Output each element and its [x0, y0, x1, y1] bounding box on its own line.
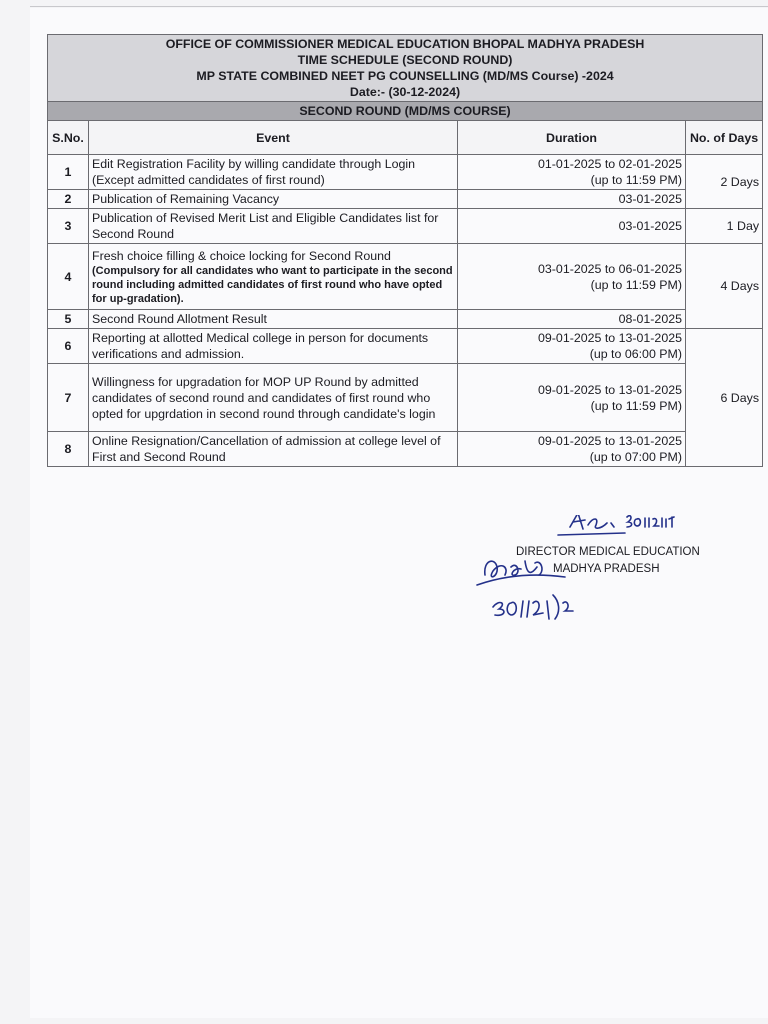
row-days: 4 Days [686, 244, 763, 329]
row-sno: 6 [48, 329, 89, 364]
duration-dates: 03-01-2025 [618, 219, 682, 233]
duration-dates: 03-01-2025 to 06-01-2025 [538, 261, 682, 276]
row-duration [458, 432, 686, 467]
table-row [48, 364, 763, 432]
table-row [48, 209, 763, 244]
row-event: Publication of Revised Merit List and Eligible Candidates list for Second Round [89, 209, 458, 244]
row-sno: 1 [48, 155, 89, 190]
table-row [48, 244, 763, 310]
row-event: Publication of Remaining Vacancy [89, 190, 458, 209]
row-event: Second Round Allotment Result [89, 310, 458, 329]
signature-stroke [627, 516, 674, 527]
time-schedule-table [47, 34, 763, 467]
row-event: Reporting at allotted Medical college in person for documents verifications and admission. [89, 329, 458, 364]
page-edge-line [30, 6, 768, 7]
duration-dates: 08-01-2025 [618, 312, 682, 326]
row-duration [458, 244, 686, 310]
table-row [48, 190, 763, 209]
table-row [48, 329, 763, 364]
row-sno: 3 [48, 209, 89, 244]
column-header-sno: S.No. [48, 121, 89, 155]
signature-stroke [570, 515, 614, 529]
table-row [48, 155, 763, 190]
document-date: Date:- (30-12-2024) [349, 85, 461, 99]
row-event [89, 244, 458, 310]
signature-stroke [558, 533, 625, 535]
table-row [48, 310, 763, 329]
table-row [48, 432, 763, 467]
row-duration [458, 310, 686, 329]
row-event: Edit Registration Facility by willing candidate through Login (Except admitted candidates of first round) [89, 155, 458, 190]
row-days: 6 Days [686, 329, 763, 467]
row-days: 2 Days [686, 155, 763, 209]
duration-dates: 03-01-2025 [618, 192, 682, 206]
duration-time: (up to 11:59 PM) [590, 277, 682, 292]
office-title: OFFICE OF COMMISSIONER MEDICAL EDUCATION BHOPAL MADHYA PRADESH [165, 37, 645, 51]
row-sno: 8 [48, 432, 89, 467]
row-duration [458, 209, 686, 244]
row-sno: 2 [48, 190, 89, 209]
row-duration [458, 155, 686, 190]
document-header [48, 35, 763, 102]
duration-dates: 09-01-2025 to 13-01-2025 [538, 331, 682, 345]
row-event: Willingness for upgradation for MOP UP Round by admitted candidates of second round and candidates of first round who opted for upgrdation in second round through candidate's login [89, 364, 458, 432]
signature-stroke [493, 595, 573, 619]
schedule-title: TIME SCHEDULE (SECOND ROUND) [297, 53, 513, 67]
row-duration [458, 190, 686, 209]
column-header-duration: Duration [458, 121, 686, 155]
event-text: Fresh choice filling & choice locking for Second Round [92, 248, 391, 263]
row-days: 1 Day [686, 209, 763, 244]
round-title: SECOND ROUND (MD/MS COURSE) [48, 102, 763, 121]
duration-dates: 09-01-2025 to 13-01-2025 [538, 434, 682, 448]
row-sno: 5 [48, 310, 89, 329]
row-duration [458, 364, 686, 432]
duration-dates: 09-01-2025 to 13-01-2025 [538, 382, 682, 397]
row-event: Online Resignation/Cancellation of admission at college level of First and Second Round [89, 432, 458, 467]
row-sno: 4 [48, 244, 89, 310]
duration-time: (up to 11:59 PM) [590, 398, 682, 413]
duration-dates: 01-01-2025 to 02-01-2025 [538, 157, 682, 171]
signatory-block [516, 544, 700, 578]
duration-time: (up to 07:00 PM) [589, 450, 682, 464]
signatory-state: MADHYA PRADESH [553, 563, 660, 575]
event-note: (Compulsory for all candidates who want to participate in the second round including admitted candidates of first round who have opted for up-gradation). [92, 264, 453, 305]
duration-time: (up to 11:59 PM) [590, 173, 682, 187]
row-duration [458, 329, 686, 364]
row-sno: 7 [48, 364, 89, 432]
duration-time: (up to 06:00 PM) [589, 347, 682, 361]
column-header-event: Event [89, 121, 458, 155]
counselling-title: MP STATE COMBINED NEET PG COUNSELLING (MD/MS Course) -2024 [196, 69, 614, 83]
column-header-days: No. of Days [686, 121, 763, 155]
signatory-designation: DIRECTOR MEDICAL EDUCATION [516, 546, 700, 558]
